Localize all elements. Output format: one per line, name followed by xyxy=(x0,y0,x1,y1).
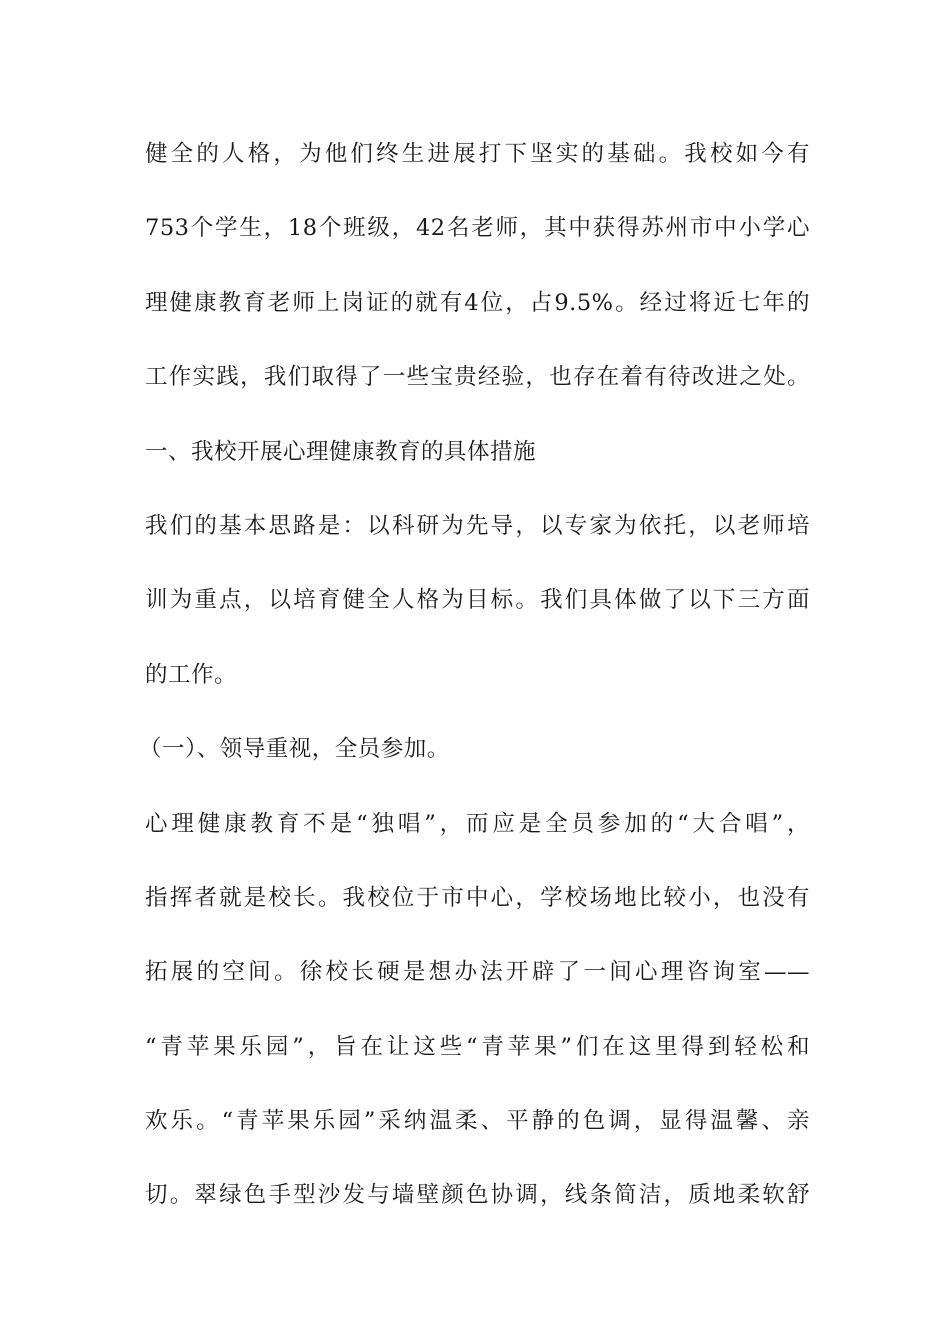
paragraph-line: 指挥者就是校长。我校位于市中心，学校场地比较小，也没有 xyxy=(145,884,810,911)
paragraph-line: 欢乐。“青苹果乐园”采纳温柔、平静的色调，显得温馨、亲 xyxy=(145,1108,810,1135)
paragraph-line: 心理健康教育不是“独唱”，而应是全员参加的“大合唱”， xyxy=(145,810,810,837)
paragraph-line: 理健康教育老师上岗证的就有4位，占9.5%。经过将近七年的 xyxy=(145,289,810,316)
paragraph-line: 753个学生，18个班级，42名老师，其中获得苏州市中小学心 xyxy=(145,215,810,242)
subsection-heading: （一）、领导重视，全员参加。 xyxy=(139,736,450,763)
paragraph-line: 切。翠绿色手型沙发与墙壁颜色协调，线条简洁，质地柔软舒 xyxy=(145,1182,810,1209)
paragraph-line: 我们的基本思路是：以科研为先导，以专家为依托，以老师培 xyxy=(145,512,810,539)
body-text xyxy=(139,128,810,1244)
paragraph-line: 工作实践，我们取得了一些宝贵经验，也存在着有待改进之处。 xyxy=(145,364,810,391)
section-heading: 一、我校开展心理健康教育的具体措施 xyxy=(145,438,537,465)
paragraph-line: “青苹果乐园”，旨在让这些“青苹果”们在这里得到轻松和 xyxy=(145,1033,810,1060)
paragraph-line: 的工作。 xyxy=(145,661,238,688)
paragraph-line: 拓展的空间。徐校长硬是想办法开辟了一间心理咨询室—— xyxy=(145,959,810,986)
paragraph-line: 训为重点，以培育健全人格为目标。我们具体做了以下三方面 xyxy=(145,587,810,614)
paragraph-line: 健全的人格，为他们终生进展打下坚实的基础。我校如今有 xyxy=(145,141,810,167)
